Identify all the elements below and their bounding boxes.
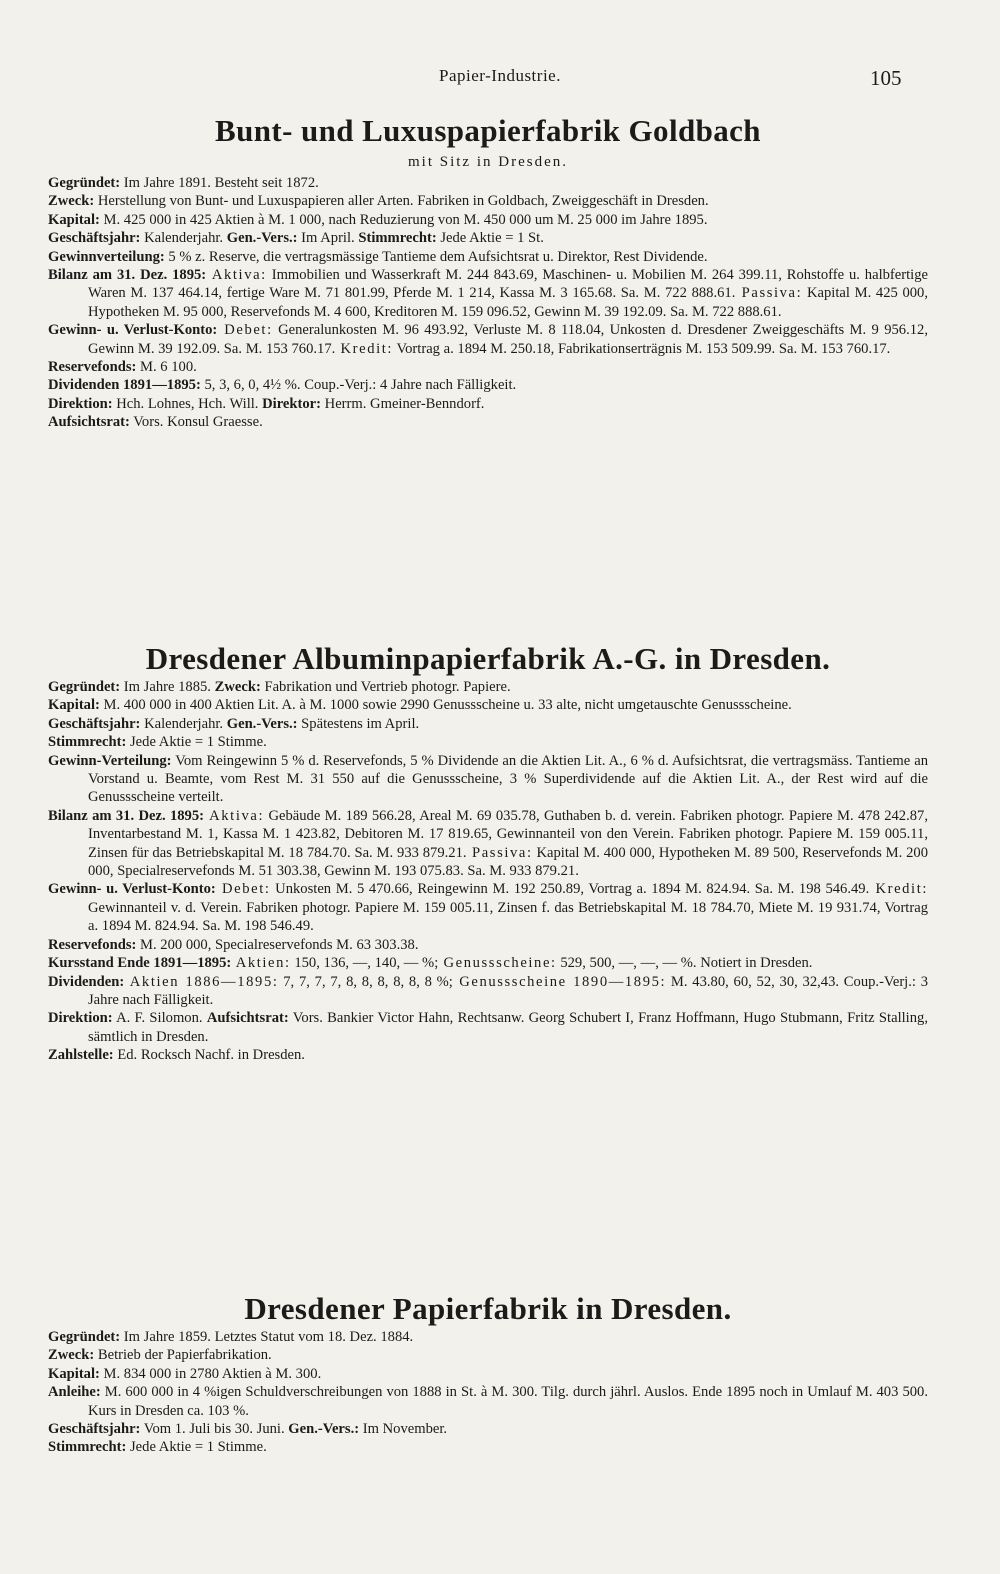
entry-reservefonds: Reservefonds: M. 200 000, Specialreservefonds M. 63 303.38. xyxy=(48,936,419,953)
entry-geschaeftsjahr: Geschäftsjahr: Vom 1. Juli bis 30. Juni. Gen.-Vers.: Im November. xyxy=(48,1421,448,1438)
entry-gewinn-verlust: Gewinn- u. Verlust-Konto: Debet: Generalunkosten M. 96 493.92, Verluste M. 8 118.04, Unkosten d. Dresdener Zweiggeschäfts M. 9 956.12, Gewinn M. 39 192.09. Sa. M. 153 760.17. Kredit: Vortrag a. 1894 M. 250.18, Fabrikationserträgnis M. 153 509.99. Sa. M. 153 760.17. xyxy=(48,322,928,357)
entry-reservefonds: Reservefonds: M. 6 100. xyxy=(48,359,197,376)
page-number: 105 xyxy=(870,66,902,90)
entry-kapital: Kapital: M. 425 000 in 425 Aktien à M. 1 000, nach Reduzierung von M. 450 000 um M. 25 000 im Jahre 1895. xyxy=(48,211,708,228)
entry-zahlstelle: Zahlstelle: Ed. Rocksch Nachf. in Dresden. xyxy=(48,1047,305,1064)
section-papierfabrik xyxy=(48,1290,928,1457)
running-title: Papier-Industrie. xyxy=(439,66,561,85)
entry-geschaeftsjahr: Geschäftsjahr: Kalenderjahr. Gen.-Vers.: Im April. Stimmrecht: Jede Aktie = 1 St. xyxy=(48,230,544,247)
entry-direktion: Direktion: Hch. Lohnes, Hch. Will. Direktor: Herrm. Gmeiner-Benndorf. xyxy=(48,395,485,412)
entry-kursstand: Kursstand Ende 1891—1895: Aktien: 150, 136, —, 140, — %; Genussscheine: 529, 500, —, —, — %. Notiert in Dresden. xyxy=(48,955,813,972)
entry-stimmrecht: Stimmrecht: Jede Aktie = 1 Stimme. xyxy=(48,734,267,751)
entry-bilanz: Bilanz am 31. Dez. 1895: Aktiva: Immobilien und Wasserkraft M. 244 843.69, Maschinen- u. Mobilien M. 264 399.11, Rohstoffe u. halbfertige Waren M. 137 464.14, fertige Ware M. 71 801.99, Pferde M. 1 214, Kassa M. 3 165.68. Sa. M. 722 888.61. Passiva: Kapital M. 425 000, Hypotheken M. 95 000, Reservefonds M. 4 600, Kreditoren M. 159 096.52, Gewinn M. 39 192.09. Sa. M. 722 888.61. xyxy=(48,267,928,320)
entry-zweck: Zweck: Herstellung von Bunt- und Luxuspapieren aller Arten. Fabriken in Goldbach, Zweiggeschäft in Dresden. xyxy=(48,193,709,210)
entry-geschaeftsjahr: Geschäftsjahr: Kalenderjahr. Gen.-Vers.: Spätestens im April. xyxy=(48,715,420,732)
entry-gegruendet: Gegründet: Im Jahre 1891. Besteht seit 1872. xyxy=(48,175,319,191)
entry-gewinn-verlust: Gewinn- u. Verlust-Konto: Debet: Unkosten M. 5 470.66, Reingewinn M. 192 250.89, Vortrag a. 1894 M. 824.94. Sa. M. 198 546.49. Kredit: Gewinnanteil v. d. Verein. Fabriken photogr. Papiere M. 159 005.11, Zinsen f. das Betriebskapital M. 18 784.70, Miete M. 19 931.74, Vortrag a. 1894 M. 824.94. Sa. M. 198 546.49. xyxy=(48,881,929,935)
entry-zweck: Zweck: Betrieb der Papierfabrikation. xyxy=(48,1347,272,1364)
entry-gegruendet: Gegründet: Im Jahre 1885. Zweck: Fabrikation und Vertrieb photogr. Papiere. xyxy=(48,679,511,695)
entry-stimmrecht: Stimmrecht: Jede Aktie = 1 Stimme. xyxy=(48,1439,267,1456)
entry-kapital: Kapital: M. 400 000 in 400 Aktien Lit. A. à M. 1000 sowie 2990 Genussscheine u. 33 alte, nicht umgetauschte Genussscheine. xyxy=(48,697,792,714)
entry-gegruendet: Gegründet: Im Jahre 1859. Letztes Statut vom 18. Dez. 1884. xyxy=(48,1329,414,1345)
entry-dividenden: Dividenden: Aktien 1886—1895: 7, 7, 7, 7, 8, 8, 8, 8, 8, 8 %; Genussscheine 1890—1895: M. 43.80, 60, 52, 30, 32,43. Coup.-Verj.: 3 Jahre nach Fälligkeit. xyxy=(48,973,928,1008)
entry-gewinn-verteilung: Gewinn-Verteilung: Vom Reingewinn 5 % d. Reservefonds, 5 % Dividende an die Aktien Lit. A., 6 % d. Aufsichtsrat, die vertragsmäss. Tantieme an Vorstand u. Beamte, vom Rest M. 31 550 auf die Genussscheine, 3 % Superdividende auf die Aktien Lit. A., der Rest wird auf die Genussscheine verteilt. xyxy=(48,752,928,806)
entry-bilanz: Bilanz am 31. Dez. 1895: Aktiva: Gebäude M. 189 566.28, Areal M. 69 035.78, Guthaben b. d. verein. Fabriken photogr. Papiere M. 478 242.87, Inventarbestand M. 1, Kassa M. 1 423.82, Debitoren M. 17 819.65, Gewinnanteil von den Verein. Fabriken photogr. Papiere M. 159 005.11, Zinsen für das Betriebskapital M. 18 784.70. Sa. M. 933 879.21. Passiva: Kapital M. 400 000, Hypotheken M. 89 500, Reservefonds M. 200 000, Specialreservefonds M. 51 303.38, Gewinn M. 193 075.83. Sa. M. 933 879.21. xyxy=(48,807,928,880)
entry-kapital: Kapital: M. 834 000 in 2780 Aktien à M. 300. xyxy=(48,1365,322,1382)
section-subtitle: mit Sitz in Dresden. xyxy=(408,154,568,170)
entry-dividenden: Dividenden 1891—1895: 5, 3, 6, 0, 4½ %. Coup.-Verj.: 4 Jahre nach Fälligkeit. xyxy=(48,377,517,394)
entry-aufsichtsrat: Aufsichtsrat: Vors. Konsul Graesse. xyxy=(48,414,263,431)
running-header xyxy=(0,66,1000,92)
section-goldbach xyxy=(48,112,928,432)
entry-gewinnverteilung: Gewinnverteilung: 5 % z. Reserve, die vertragsmässige Tantieme dem Aufsichtsrat u. Direktor, Rest Dividende. xyxy=(48,248,708,265)
entry-direktion: Direktion: A. F. Silomon. Aufsichtsrat: Vors. Bankier Victor Hahn, Rechtsanw. Georg Schubert I, Franz Hoffmann, Hugo Stubmann, Fritz Stalling, sämtlich in Dresden. xyxy=(48,1010,928,1045)
entry-anleihe: Anleihe: M. 600 000 in 4 %igen Schuldverschreibungen von 1888 in St. à M. 300. Tilg. durch jährl. Auslos. Ende 1895 noch in Umlauf M. 403 500. Kurs in Dresden ca. 103 %. xyxy=(48,1384,928,1419)
section-title: Dresdener Albuminpapierfabrik A.-G. in Dresden. xyxy=(145,641,831,676)
section-title: Bunt- und Luxuspapierfabrik Goldbach xyxy=(215,113,761,148)
section-albuminpapierfabrik xyxy=(48,640,928,1065)
section-title: Dresdener Papierfabrik in Dresden. xyxy=(244,1291,732,1326)
